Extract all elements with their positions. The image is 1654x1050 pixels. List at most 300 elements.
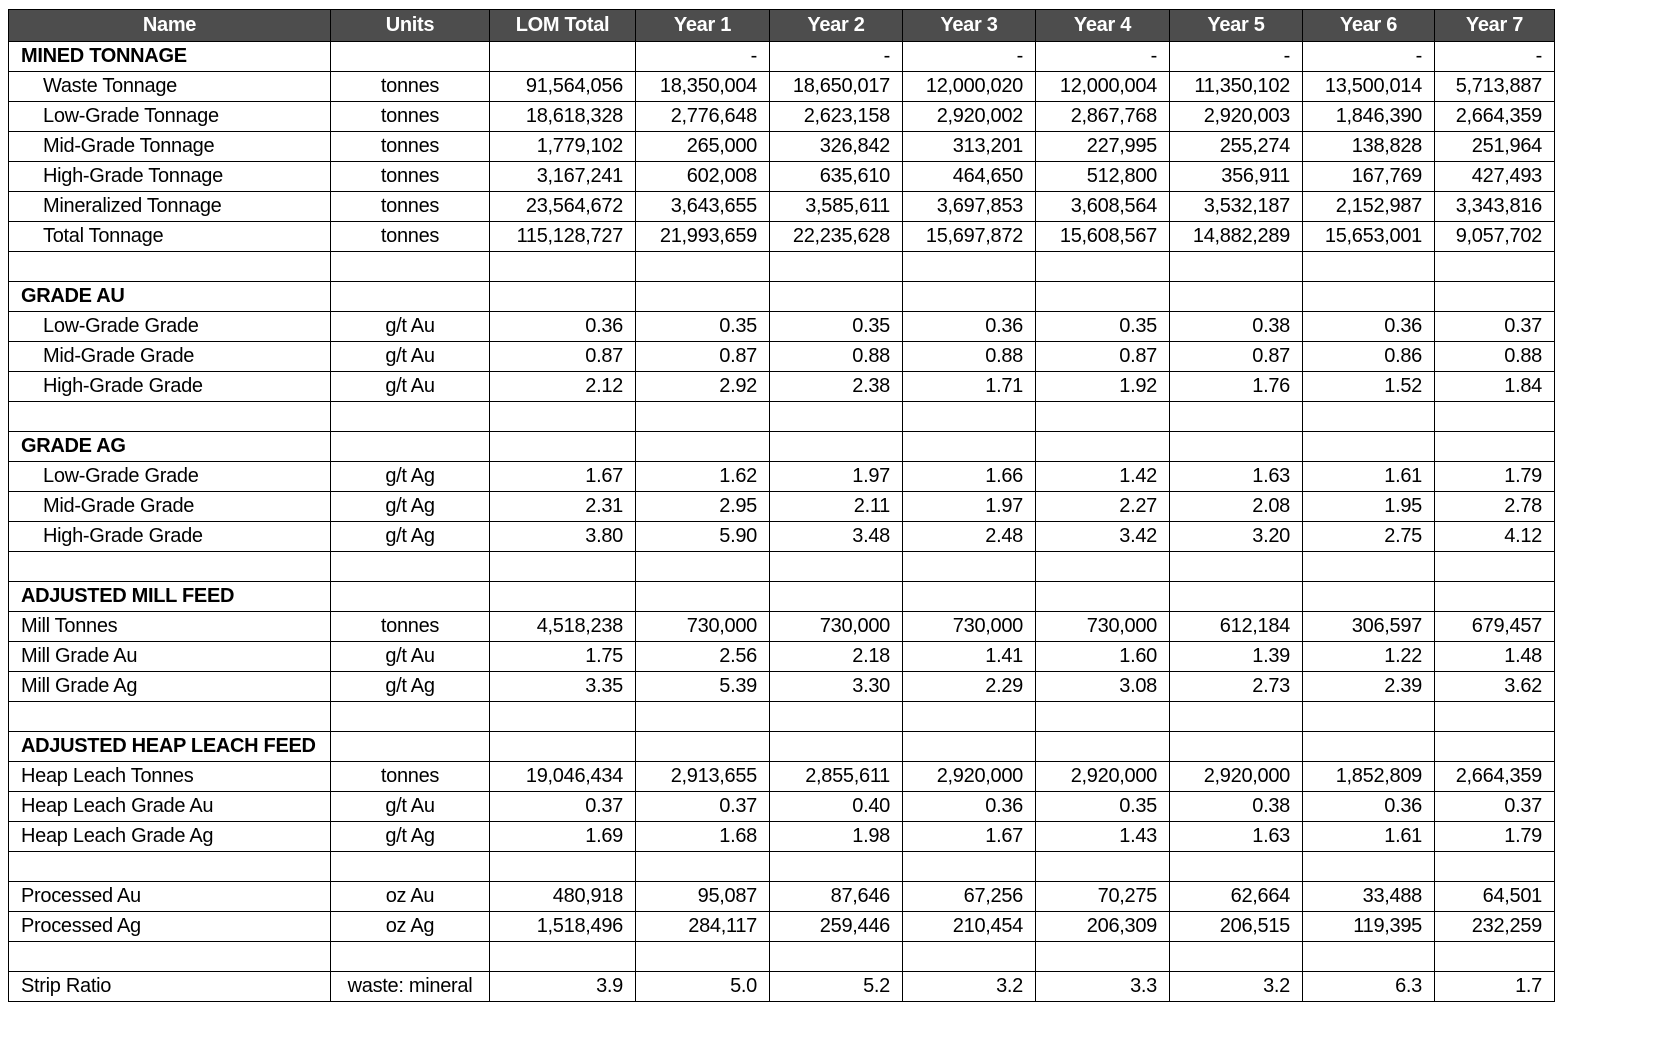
- cell-year-7: 232,259: [1435, 912, 1555, 942]
- cell-year-7: [1435, 282, 1555, 312]
- row-units: g/t Ag: [331, 462, 490, 492]
- empty-cell: [9, 942, 331, 972]
- cell-year-2: 730,000: [770, 612, 903, 642]
- cell-lom-total: 3.9: [490, 972, 636, 1002]
- cell-year-6: -: [1303, 42, 1435, 72]
- cell-year-2: 18,650,017: [770, 72, 903, 102]
- empty-cell: [9, 702, 331, 732]
- cell-year-6: 1.22: [1303, 642, 1435, 672]
- cell-year-7: 1.48: [1435, 642, 1555, 672]
- cell-year-6: 167,769: [1303, 162, 1435, 192]
- cell-lom-total: 1,518,496: [490, 912, 636, 942]
- cell-year-4: 227,995: [1036, 132, 1170, 162]
- row-units: g/t Au: [331, 342, 490, 372]
- table-row: [9, 162, 1555, 192]
- cell-year-5: 1.76: [1170, 372, 1303, 402]
- cell-year-5: 3,532,187: [1170, 192, 1303, 222]
- empty-cell: [490, 252, 636, 282]
- cell-year-5: -: [1170, 42, 1303, 72]
- cell-year-7: 4.12: [1435, 522, 1555, 552]
- cell-year-2: 326,842: [770, 132, 903, 162]
- empty-cell: [1170, 552, 1303, 582]
- cell-year-6: 2.75: [1303, 522, 1435, 552]
- cell-year-7: 9,057,702: [1435, 222, 1555, 252]
- cell-year-6: [1303, 582, 1435, 612]
- cell-year-6: 15,653,001: [1303, 222, 1435, 252]
- empty-cell: [1036, 552, 1170, 582]
- cell-year-2: 3.48: [770, 522, 903, 552]
- cell-year-1: 265,000: [636, 132, 770, 162]
- table-row: [9, 912, 1555, 942]
- cell-year-3: 1.41: [903, 642, 1036, 672]
- cell-lom-total: 3.80: [490, 522, 636, 552]
- row-name: Heap Leach Grade Au: [9, 792, 331, 822]
- cell-year-3: [903, 432, 1036, 462]
- cell-year-5: [1170, 282, 1303, 312]
- cell-year-2: [770, 732, 903, 762]
- cell-year-4: 2.27: [1036, 492, 1170, 522]
- cell-lom-total: 2.12: [490, 372, 636, 402]
- cell-year-6: [1303, 282, 1435, 312]
- cell-year-7: 0.37: [1435, 312, 1555, 342]
- cell-lom-total: 1.67: [490, 462, 636, 492]
- cell-year-2: 0.35: [770, 312, 903, 342]
- table-row: [9, 972, 1555, 1002]
- cell-year-7: [1435, 732, 1555, 762]
- section-header-row: [9, 732, 1555, 762]
- row-units: waste: mineral: [331, 972, 490, 1002]
- row-name: Mill Grade Au: [9, 642, 331, 672]
- cell-year-1: 1.68: [636, 822, 770, 852]
- cell-year-3: 0.88: [903, 342, 1036, 372]
- table-row: [9, 642, 1555, 672]
- cell-year-1: [636, 432, 770, 462]
- cell-year-5: 3.20: [1170, 522, 1303, 552]
- cell-lom-total: [490, 42, 636, 72]
- row-units: [331, 732, 490, 762]
- cell-year-7: -: [1435, 42, 1555, 72]
- empty-cell: [1303, 852, 1435, 882]
- row-units: oz Au: [331, 882, 490, 912]
- cell-lom-total: 18,618,328: [490, 102, 636, 132]
- cell-year-5: 3.2: [1170, 972, 1303, 1002]
- cell-year-4: 70,275: [1036, 882, 1170, 912]
- empty-cell: [9, 402, 331, 432]
- empty-cell: [1170, 402, 1303, 432]
- cell-year-1: 5.0: [636, 972, 770, 1002]
- cell-year-5: 0.87: [1170, 342, 1303, 372]
- cell-year-7: 3.62: [1435, 672, 1555, 702]
- row-name: Low-Grade Grade: [9, 462, 331, 492]
- blank-row: [9, 252, 1555, 282]
- row-name: Total Tonnage: [9, 222, 331, 252]
- cell-year-7: 251,964: [1435, 132, 1555, 162]
- row-name: Heap Leach Grade Ag: [9, 822, 331, 852]
- empty-cell: [1435, 252, 1555, 282]
- table-row: [9, 372, 1555, 402]
- empty-cell: [1036, 702, 1170, 732]
- empty-cell: [770, 942, 903, 972]
- cell-year-1: 0.87: [636, 342, 770, 372]
- cell-year-4: 730,000: [1036, 612, 1170, 642]
- cell-year-6: 138,828: [1303, 132, 1435, 162]
- cell-year-5: 206,515: [1170, 912, 1303, 942]
- cell-lom-total: [490, 582, 636, 612]
- row-name: Low-Grade Tonnage: [9, 102, 331, 132]
- cell-year-1: 95,087: [636, 882, 770, 912]
- cell-year-1: 0.37: [636, 792, 770, 822]
- cell-lom-total: 91,564,056: [490, 72, 636, 102]
- cell-year-1: [636, 282, 770, 312]
- empty-cell: [331, 402, 490, 432]
- row-units: g/t Ag: [331, 492, 490, 522]
- empty-cell: [9, 852, 331, 882]
- empty-cell: [1435, 552, 1555, 582]
- empty-cell: [903, 552, 1036, 582]
- cell-year-5: 356,911: [1170, 162, 1303, 192]
- table-row: [9, 72, 1555, 102]
- empty-cell: [1036, 852, 1170, 882]
- cell-year-1: 21,993,659: [636, 222, 770, 252]
- cell-year-2: 0.88: [770, 342, 903, 372]
- cell-lom-total: 19,046,434: [490, 762, 636, 792]
- cell-year-3: 2.48: [903, 522, 1036, 552]
- row-units: tonnes: [331, 612, 490, 642]
- cell-year-1: 2.56: [636, 642, 770, 672]
- section-title: MINED TONNAGE: [9, 42, 331, 72]
- cell-lom-total: [490, 732, 636, 762]
- cell-year-5: 2,920,000: [1170, 762, 1303, 792]
- cell-year-5: 1.63: [1170, 462, 1303, 492]
- cell-year-2: 5.2: [770, 972, 903, 1002]
- empty-cell: [1036, 402, 1170, 432]
- row-units: oz Ag: [331, 912, 490, 942]
- row-units: g/t Au: [331, 792, 490, 822]
- section-title: GRADE AG: [9, 432, 331, 462]
- cell-year-2: [770, 282, 903, 312]
- header-row: [9, 10, 1555, 42]
- cell-year-7: 679,457: [1435, 612, 1555, 642]
- cell-year-4: 3,608,564: [1036, 192, 1170, 222]
- row-units: tonnes: [331, 192, 490, 222]
- empty-cell: [903, 402, 1036, 432]
- cell-year-6: 1,846,390: [1303, 102, 1435, 132]
- empty-cell: [490, 402, 636, 432]
- cell-year-1: 602,008: [636, 162, 770, 192]
- empty-cell: [770, 852, 903, 882]
- section-title: ADJUSTED HEAP LEACH FEED: [9, 732, 331, 762]
- cell-year-5: 0.38: [1170, 792, 1303, 822]
- cell-year-2: 2,623,158: [770, 102, 903, 132]
- cell-year-5: [1170, 432, 1303, 462]
- cell-year-4: 12,000,004: [1036, 72, 1170, 102]
- empty-cell: [636, 402, 770, 432]
- cell-year-2: 3,585,611: [770, 192, 903, 222]
- cell-year-4: [1036, 282, 1170, 312]
- row-units: [331, 432, 490, 462]
- cell-year-1: 284,117: [636, 912, 770, 942]
- table-row: [9, 222, 1555, 252]
- cell-year-2: [770, 582, 903, 612]
- table-row: [9, 882, 1555, 912]
- blank-row: [9, 852, 1555, 882]
- cell-year-4: 3.3: [1036, 972, 1170, 1002]
- empty-cell: [770, 252, 903, 282]
- cell-year-3: 3,697,853: [903, 192, 1036, 222]
- row-name: High-Grade Tonnage: [9, 162, 331, 192]
- cell-year-4: 2,920,000: [1036, 762, 1170, 792]
- header-units: Units: [331, 10, 490, 42]
- cell-year-7: 427,493: [1435, 162, 1555, 192]
- table-row: [9, 792, 1555, 822]
- empty-cell: [331, 852, 490, 882]
- cell-year-3: 1.71: [903, 372, 1036, 402]
- empty-cell: [1435, 942, 1555, 972]
- cell-lom-total: 480,918: [490, 882, 636, 912]
- cell-year-1: -: [636, 42, 770, 72]
- empty-cell: [636, 852, 770, 882]
- cell-year-4: 2,867,768: [1036, 102, 1170, 132]
- row-units: tonnes: [331, 762, 490, 792]
- cell-lom-total: [490, 282, 636, 312]
- empty-cell: [1435, 402, 1555, 432]
- row-name: High-Grade Grade: [9, 372, 331, 402]
- cell-year-3: -: [903, 42, 1036, 72]
- cell-year-6: 119,395: [1303, 912, 1435, 942]
- table-row: [9, 132, 1555, 162]
- cell-lom-total: [490, 432, 636, 462]
- header-year-6: Year 6: [1303, 10, 1435, 42]
- empty-cell: [9, 552, 331, 582]
- cell-year-2: 2.11: [770, 492, 903, 522]
- cell-lom-total: 3.35: [490, 672, 636, 702]
- cell-year-3: 210,454: [903, 912, 1036, 942]
- cell-year-1: 730,000: [636, 612, 770, 642]
- header-year-5: Year 5: [1170, 10, 1303, 42]
- header-year-3: Year 3: [903, 10, 1036, 42]
- row-units: g/t Au: [331, 642, 490, 672]
- empty-cell: [770, 402, 903, 432]
- empty-cell: [903, 702, 1036, 732]
- cell-year-2: -: [770, 42, 903, 72]
- cell-year-6: 1,852,809: [1303, 762, 1435, 792]
- table-row: [9, 462, 1555, 492]
- empty-cell: [331, 942, 490, 972]
- empty-cell: [1170, 252, 1303, 282]
- cell-year-5: 612,184: [1170, 612, 1303, 642]
- empty-cell: [1303, 702, 1435, 732]
- empty-cell: [331, 552, 490, 582]
- row-units: tonnes: [331, 162, 490, 192]
- cell-year-6: 306,597: [1303, 612, 1435, 642]
- cell-year-3: 3.2: [903, 972, 1036, 1002]
- empty-cell: [1435, 852, 1555, 882]
- cell-year-3: 2,920,000: [903, 762, 1036, 792]
- table-row: [9, 312, 1555, 342]
- cell-year-1: 1.62: [636, 462, 770, 492]
- header-lom-total: LOM Total: [490, 10, 636, 42]
- cell-year-4: [1036, 732, 1170, 762]
- cell-year-3: 0.36: [903, 312, 1036, 342]
- cell-year-6: 2,152,987: [1303, 192, 1435, 222]
- cell-year-7: [1435, 432, 1555, 462]
- cell-year-4: 3.42: [1036, 522, 1170, 552]
- blank-row: [9, 942, 1555, 972]
- cell-year-3: [903, 582, 1036, 612]
- cell-year-1: 5.90: [636, 522, 770, 552]
- empty-cell: [331, 702, 490, 732]
- cell-lom-total: 4,518,238: [490, 612, 636, 642]
- cell-lom-total: 23,564,672: [490, 192, 636, 222]
- cell-year-3: 2,920,002: [903, 102, 1036, 132]
- row-units: g/t Ag: [331, 822, 490, 852]
- cell-year-1: 3,643,655: [636, 192, 770, 222]
- cell-year-3: 464,650: [903, 162, 1036, 192]
- cell-year-6: 1.95: [1303, 492, 1435, 522]
- row-name: Mineralized Tonnage: [9, 192, 331, 222]
- row-name: Strip Ratio: [9, 972, 331, 1002]
- header-name: Name: [9, 10, 331, 42]
- cell-year-3: 730,000: [903, 612, 1036, 642]
- blank-row: [9, 402, 1555, 432]
- cell-year-3: 15,697,872: [903, 222, 1036, 252]
- blank-row: [9, 552, 1555, 582]
- cell-year-5: 0.38: [1170, 312, 1303, 342]
- cell-year-5: 1.39: [1170, 642, 1303, 672]
- cell-year-1: 0.35: [636, 312, 770, 342]
- cell-lom-total: 0.37: [490, 792, 636, 822]
- section-header-row: [9, 582, 1555, 612]
- row-units: tonnes: [331, 132, 490, 162]
- cell-year-7: 1.84: [1435, 372, 1555, 402]
- cell-year-7: 64,501: [1435, 882, 1555, 912]
- row-name: Low-Grade Grade: [9, 312, 331, 342]
- cell-year-6: 13,500,014: [1303, 72, 1435, 102]
- cell-year-2: 259,446: [770, 912, 903, 942]
- cell-lom-total: 0.87: [490, 342, 636, 372]
- cell-year-7: 3,343,816: [1435, 192, 1555, 222]
- row-units: tonnes: [331, 72, 490, 102]
- cell-year-7: 5,713,887: [1435, 72, 1555, 102]
- row-units: g/t Au: [331, 372, 490, 402]
- cell-lom-total: 115,128,727: [490, 222, 636, 252]
- cell-year-4: 1.60: [1036, 642, 1170, 672]
- empty-cell: [1303, 252, 1435, 282]
- section-header-row: [9, 282, 1555, 312]
- cell-year-2: 635,610: [770, 162, 903, 192]
- cell-year-5: [1170, 732, 1303, 762]
- empty-cell: [1170, 702, 1303, 732]
- cell-year-6: [1303, 732, 1435, 762]
- row-units: [331, 42, 490, 72]
- empty-cell: [1303, 402, 1435, 432]
- row-name: Mid-Grade Grade: [9, 492, 331, 522]
- row-units: tonnes: [331, 222, 490, 252]
- cell-year-6: 0.36: [1303, 792, 1435, 822]
- cell-year-4: 1.43: [1036, 822, 1170, 852]
- cell-year-4: 512,800: [1036, 162, 1170, 192]
- header-year-7: Year 7: [1435, 10, 1555, 42]
- empty-cell: [490, 552, 636, 582]
- cell-year-6: 33,488: [1303, 882, 1435, 912]
- cell-year-1: 18,350,004: [636, 72, 770, 102]
- cell-year-7: [1435, 582, 1555, 612]
- cell-year-3: 0.36: [903, 792, 1036, 822]
- cell-year-2: 2.18: [770, 642, 903, 672]
- cell-year-7: 2,664,359: [1435, 102, 1555, 132]
- cell-year-5: 11,350,102: [1170, 72, 1303, 102]
- empty-cell: [636, 702, 770, 732]
- blank-row: [9, 702, 1555, 732]
- cell-year-3: 2.29: [903, 672, 1036, 702]
- empty-cell: [636, 942, 770, 972]
- row-name: Mid-Grade Grade: [9, 342, 331, 372]
- cell-year-3: 1.67: [903, 822, 1036, 852]
- header-year-1: Year 1: [636, 10, 770, 42]
- section-title: GRADE AU: [9, 282, 331, 312]
- empty-cell: [903, 852, 1036, 882]
- cell-year-3: 12,000,020: [903, 72, 1036, 102]
- cell-year-6: 1.52: [1303, 372, 1435, 402]
- cell-year-2: 1.98: [770, 822, 903, 852]
- section-title: ADJUSTED MILL FEED: [9, 582, 331, 612]
- lom-production-table: [8, 9, 1555, 1002]
- table-row: [9, 672, 1555, 702]
- cell-year-7: 2.78: [1435, 492, 1555, 522]
- cell-year-4: 0.35: [1036, 792, 1170, 822]
- header-year-2: Year 2: [770, 10, 903, 42]
- cell-year-2: [770, 432, 903, 462]
- cell-year-4: 3.08: [1036, 672, 1170, 702]
- empty-cell: [770, 702, 903, 732]
- empty-cell: [490, 702, 636, 732]
- cell-year-6: 2.39: [1303, 672, 1435, 702]
- empty-cell: [490, 942, 636, 972]
- cell-year-4: 1.92: [1036, 372, 1170, 402]
- cell-year-5: 255,274: [1170, 132, 1303, 162]
- row-name: Mill Grade Ag: [9, 672, 331, 702]
- section-header-row: [9, 42, 1555, 72]
- row-units: g/t Ag: [331, 522, 490, 552]
- cell-year-7: 1.79: [1435, 462, 1555, 492]
- cell-year-4: [1036, 582, 1170, 612]
- row-name: Mid-Grade Tonnage: [9, 132, 331, 162]
- cell-year-4: 0.35: [1036, 312, 1170, 342]
- cell-year-4: -: [1036, 42, 1170, 72]
- cell-year-6: [1303, 432, 1435, 462]
- cell-year-1: 2.92: [636, 372, 770, 402]
- cell-year-7: 0.88: [1435, 342, 1555, 372]
- cell-year-3: [903, 732, 1036, 762]
- cell-year-1: [636, 582, 770, 612]
- cell-year-1: 2,776,648: [636, 102, 770, 132]
- cell-year-2: 3.30: [770, 672, 903, 702]
- cell-year-6: 1.61: [1303, 822, 1435, 852]
- row-units: [331, 582, 490, 612]
- cell-year-7: 2,664,359: [1435, 762, 1555, 792]
- cell-year-2: 22,235,628: [770, 222, 903, 252]
- cell-year-2: 87,646: [770, 882, 903, 912]
- cell-year-6: 1.61: [1303, 462, 1435, 492]
- empty-cell: [1036, 252, 1170, 282]
- cell-year-4: 0.87: [1036, 342, 1170, 372]
- cell-year-1: 5.39: [636, 672, 770, 702]
- row-name: Processed Au: [9, 882, 331, 912]
- cell-year-3: 313,201: [903, 132, 1036, 162]
- empty-cell: [903, 252, 1036, 282]
- row-name: Waste Tonnage: [9, 72, 331, 102]
- cell-year-5: 2,920,003: [1170, 102, 1303, 132]
